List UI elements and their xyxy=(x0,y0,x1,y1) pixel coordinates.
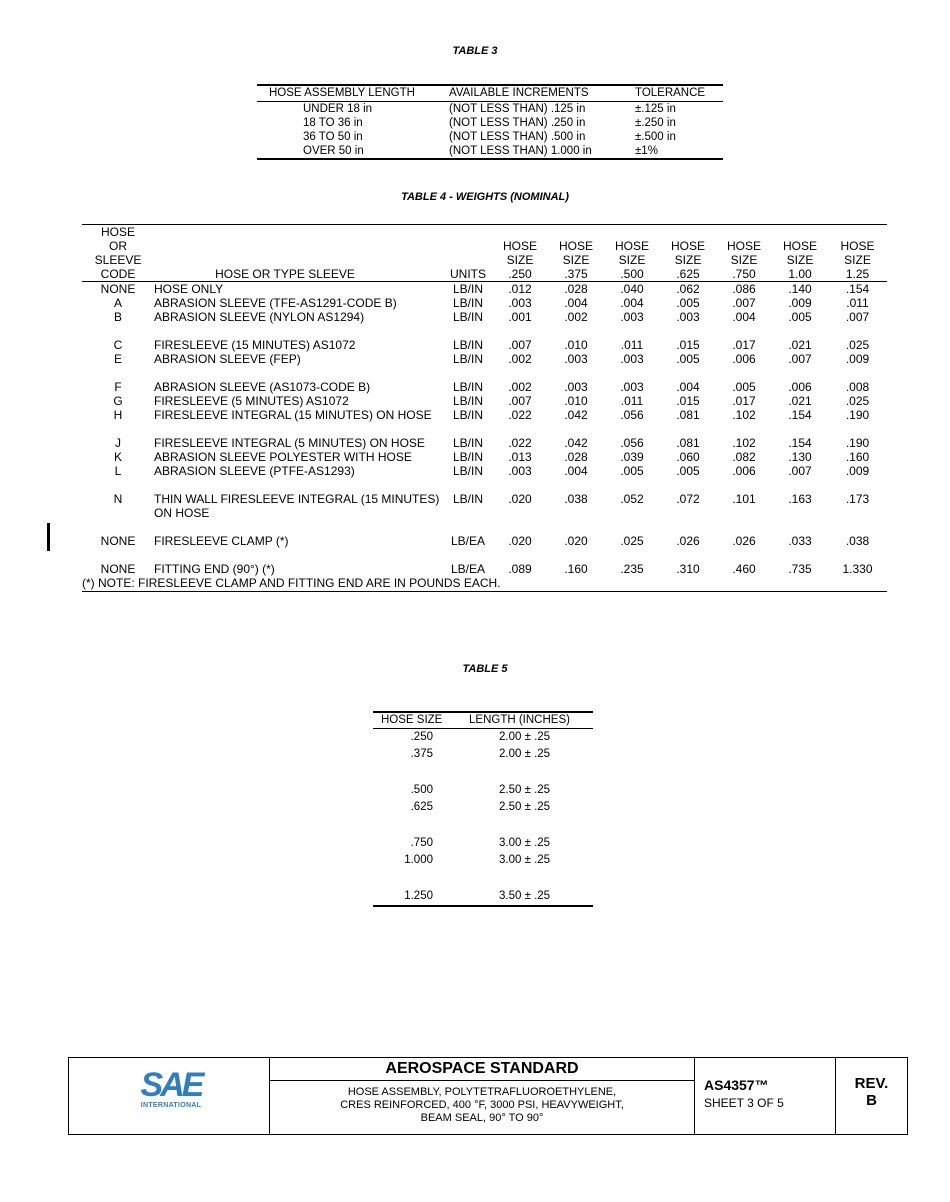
length-cell: 2.50 ± .25 xyxy=(499,784,551,796)
weight-cell: .007 xyxy=(508,338,532,352)
weight-cell: .082 xyxy=(732,450,756,464)
table-row xyxy=(82,450,887,464)
weight-cell: .005 xyxy=(620,464,644,478)
hose-size-cell: .750 xyxy=(410,837,433,849)
revision-cell xyxy=(836,1058,907,1134)
weight-cell: .005 xyxy=(788,310,812,324)
weight-cell: .003 xyxy=(564,352,588,366)
table4 xyxy=(82,224,887,592)
weight-cell: .010 xyxy=(564,338,588,352)
table3-cell: (NOT LESS THAN) .125 in xyxy=(449,103,586,115)
weight-cell: .038 xyxy=(845,534,870,548)
weight-cell: .004 xyxy=(620,296,644,310)
type-cell: FIRESLEEVE CLAMP (*) xyxy=(154,534,289,548)
description-line: CRES REINFORCED, 400 °F, 3000 PSI, HEAVYWEIGHT, xyxy=(340,1099,624,1111)
table-row xyxy=(373,888,593,905)
table-row xyxy=(82,310,887,324)
table-row xyxy=(373,729,593,746)
weight-cell: .310 xyxy=(676,562,700,576)
code-cell: NONE xyxy=(100,282,136,296)
weight-cell: .033 xyxy=(788,534,812,548)
table-row xyxy=(82,464,887,478)
weight-cell: .160 xyxy=(845,450,870,464)
weight-cell: .003 xyxy=(508,464,532,478)
weight-cell: .004 xyxy=(564,464,588,478)
type-cell: FIRESLEEVE (15 MINUTES) AS1072 xyxy=(154,338,356,352)
code-cell: B xyxy=(113,310,122,324)
header-line: HOSE xyxy=(614,239,649,253)
units-cell: LB/IN xyxy=(452,492,483,506)
units-cell: LB/IN xyxy=(452,450,483,464)
weight-cell: .003 xyxy=(564,380,588,394)
weight-cell: .735 xyxy=(788,562,812,576)
length-cell: 2.50 ± .25 xyxy=(499,801,551,813)
code-cell: F xyxy=(114,380,122,394)
weight-cell: .056 xyxy=(620,408,644,422)
weight-cell: .005 xyxy=(676,352,700,366)
weight-cell: .022 xyxy=(508,408,532,422)
weight-cell: .009 xyxy=(845,352,870,366)
table-row xyxy=(82,394,887,408)
weight-cell: .007 xyxy=(845,310,870,324)
table3-cell: (NOT LESS THAN) .250 in xyxy=(449,117,586,129)
weight-cell: .020 xyxy=(564,534,588,548)
table-row xyxy=(373,799,593,816)
weight-cell: .017 xyxy=(732,394,756,408)
weight-cell: .007 xyxy=(508,394,532,408)
table4-header-size xyxy=(828,225,887,282)
code-cell: A xyxy=(113,296,122,310)
table4-title: TABLE 4 - WEIGHTS (NOMINAL) xyxy=(401,191,569,203)
table4-header-size xyxy=(548,225,604,282)
weight-cell: .021 xyxy=(788,394,812,408)
table-row xyxy=(373,835,593,852)
weight-cell: .042 xyxy=(564,436,588,450)
type-cell: FITTING END (90°) (*) xyxy=(154,562,275,576)
weight-cell: .015 xyxy=(676,338,700,352)
header-line: 1.00 xyxy=(788,267,812,281)
type-cell: THIN WALL FIRESLEEVE INTEGRAL (15 MINUTES) ON HOSE xyxy=(154,492,440,520)
table-row xyxy=(82,338,887,352)
type-cell: FIRESLEEVE INTEGRAL (15 MINUTES) ON HOSE xyxy=(154,408,432,422)
table5-body xyxy=(373,729,593,905)
table3-title: TABLE 3 xyxy=(452,45,498,57)
weight-cell: .102 xyxy=(732,408,756,422)
table4-header-type: HOSE OR TYPE SLEEVE xyxy=(215,267,355,281)
table-row xyxy=(257,102,723,116)
weight-cell: .039 xyxy=(620,450,644,464)
header-line: OR xyxy=(109,239,127,253)
sae-logo xyxy=(131,1068,211,1109)
weight-cell: .015 xyxy=(676,394,700,408)
weight-cell: .022 xyxy=(508,436,532,450)
table3-cell: ±.250 in xyxy=(635,117,676,129)
table5-title: TABLE 5 xyxy=(462,663,508,675)
weight-cell: 1.330 xyxy=(842,562,873,576)
code-cell: G xyxy=(113,394,123,408)
weight-cell: .081 xyxy=(676,408,700,422)
header-line: HOSE xyxy=(558,239,593,253)
header-line: SIZE xyxy=(786,253,814,267)
length-cell: 3.00 ± .25 xyxy=(499,854,551,866)
table3-cell: UNDER 18 in xyxy=(303,103,373,115)
table-row xyxy=(82,562,887,576)
weight-cell: .025 xyxy=(845,338,870,352)
doc-number-cell xyxy=(695,1058,836,1134)
weight-cell: .060 xyxy=(676,450,700,464)
description-line: HOSE ASSEMBLY, POLYTETRAFLUOROETHYLENE, xyxy=(347,1086,617,1098)
length-cell: 2.00 ± .25 xyxy=(499,731,551,743)
table-row xyxy=(82,282,887,297)
table3-cell: (NOT LESS THAN) .500 in xyxy=(449,131,586,143)
weight-cell: .081 xyxy=(676,436,700,450)
weight-cell: .038 xyxy=(564,492,588,506)
rev-label: REV. xyxy=(854,1075,889,1092)
weight-cell: .006 xyxy=(788,380,812,394)
weight-cell: .173 xyxy=(845,492,870,506)
sheet-number: SHEET 3 OF 5 xyxy=(704,1096,784,1110)
weight-cell: .025 xyxy=(620,534,644,548)
spacer-row xyxy=(82,324,887,338)
weight-cell: .190 xyxy=(845,408,870,422)
table-row xyxy=(82,492,887,520)
type-cell: FIRESLEEVE (5 MINUTES) AS1072 xyxy=(154,394,349,408)
weight-cell: .003 xyxy=(508,296,532,310)
table3-header-tolerance: TOLERANCE xyxy=(635,87,706,99)
hose-size-cell: .375 xyxy=(410,748,433,760)
header-line: HOSE xyxy=(502,239,537,253)
header-line: .375 xyxy=(564,267,588,281)
table4-header-size xyxy=(772,225,828,282)
weight-cell: .089 xyxy=(508,562,532,576)
table-row xyxy=(257,144,723,158)
spacer-row xyxy=(373,816,593,835)
table3 xyxy=(257,84,723,160)
weight-cell: .026 xyxy=(676,534,700,548)
title-block xyxy=(68,1057,908,1135)
weight-cell: .154 xyxy=(845,282,870,296)
sae-logo-sub: INTERNATIONAL xyxy=(140,1102,202,1109)
weight-cell: .040 xyxy=(620,282,644,296)
header-line: SIZE xyxy=(562,253,590,267)
header-line: HOSE xyxy=(100,225,135,239)
weight-cell: .160 xyxy=(564,562,588,576)
units-cell: LB/IN xyxy=(452,338,483,352)
length-cell: 3.50 ± .25 xyxy=(499,890,551,902)
table-row xyxy=(373,852,593,869)
weight-cell: .020 xyxy=(508,534,532,548)
table5 xyxy=(373,711,593,907)
weight-cell: .460 xyxy=(732,562,756,576)
description-cell xyxy=(270,1058,695,1134)
spacer-row xyxy=(373,869,593,888)
weight-cell: .002 xyxy=(508,352,532,366)
weight-cell: .007 xyxy=(732,296,756,310)
type-cell: ABRASION SLEEVE (NYLON AS1294) xyxy=(154,310,365,324)
document-heading: AEROSPACE STANDARD xyxy=(270,1058,694,1081)
weight-cell: .003 xyxy=(620,352,644,366)
weight-cell: .072 xyxy=(676,492,700,506)
weight-cell: .009 xyxy=(788,296,812,310)
weight-cell: .190 xyxy=(845,436,870,450)
weight-cell: .130 xyxy=(788,450,812,464)
table3-header-increments: AVAILABLE INCREMENTS xyxy=(449,87,589,99)
length-cell: 2.00 ± .25 xyxy=(499,748,551,760)
units-cell: LB/IN xyxy=(452,464,483,478)
weight-cell: .006 xyxy=(732,464,756,478)
code-cell: H xyxy=(113,408,123,422)
units-cell: LB/IN xyxy=(452,408,483,422)
header-line: SIZE xyxy=(674,253,702,267)
table4-header-row xyxy=(82,225,887,282)
header-line: SLEEVE xyxy=(94,253,142,267)
code-cell: L xyxy=(114,464,122,478)
weight-cell: .005 xyxy=(676,464,700,478)
table4-header-size xyxy=(660,225,716,282)
header-line: CODE xyxy=(100,267,136,281)
spacer-row xyxy=(82,422,887,436)
type-cell: ABRASION SLEEVE (TFE-AS1291-CODE B) xyxy=(154,296,397,310)
units-cell: LB/IN xyxy=(452,352,483,366)
weight-cell: .004 xyxy=(564,296,588,310)
weight-cell: .011 xyxy=(620,338,644,352)
table-row xyxy=(373,782,593,799)
units-cell: LB/IN xyxy=(452,282,483,296)
weight-cell: .154 xyxy=(788,408,812,422)
header-line: .500 xyxy=(620,267,644,281)
code-cell: C xyxy=(113,338,123,352)
code-cell: E xyxy=(113,352,122,366)
document-description xyxy=(270,1086,694,1125)
units-cell: LB/EA xyxy=(450,562,486,576)
hose-size-cell: 1.250 xyxy=(404,890,433,902)
table-row xyxy=(82,296,887,310)
header-line: SIZE xyxy=(618,253,646,267)
weight-cell: .007 xyxy=(788,464,812,478)
table5-header-length: LENGTH (INCHES) xyxy=(469,714,570,726)
units-cell: LB/IN xyxy=(452,296,483,310)
units-cell: LB/EA xyxy=(450,534,486,548)
header-line: HOSE xyxy=(782,239,817,253)
weight-cell: .025 xyxy=(845,394,870,408)
type-cell: HOSE ONLY xyxy=(154,282,224,296)
rev-value: B xyxy=(866,1092,877,1109)
table-row xyxy=(82,436,887,450)
weight-cell: .021 xyxy=(788,338,812,352)
weight-cell: .002 xyxy=(564,310,588,324)
spacer-row xyxy=(82,478,887,492)
weight-cell: .001 xyxy=(508,310,532,324)
table-row xyxy=(82,534,887,548)
logo-cell xyxy=(69,1058,270,1134)
table3-cell: OVER 50 in xyxy=(303,145,364,157)
units-cell: LB/IN xyxy=(452,380,483,394)
weight-cell: .004 xyxy=(732,310,756,324)
table4-header-units: UNITS xyxy=(450,267,486,281)
type-cell: FIRESLEEVE INTEGRAL (5 MINUTES) ON HOSE xyxy=(154,436,425,450)
code-cell: NONE xyxy=(100,534,136,548)
table4-body xyxy=(82,282,887,577)
weight-cell: .028 xyxy=(564,282,588,296)
table3-cell: (NOT LESS THAN) 1.000 in xyxy=(449,145,592,157)
description-line: BEAM SEAL, 90° TO 90° xyxy=(420,1112,544,1124)
table5-header xyxy=(373,713,593,729)
weight-cell: .011 xyxy=(620,394,644,408)
type-cell: ABRASION SLEEVE POLYESTER WITH HOSE xyxy=(154,450,412,464)
table-row xyxy=(82,380,887,394)
weight-cell: .008 xyxy=(845,380,870,394)
change-bar xyxy=(47,523,50,551)
table5-header-size: HOSE SIZE xyxy=(381,714,443,726)
header-line: .625 xyxy=(676,267,700,281)
header-line: .750 xyxy=(732,267,756,281)
table-row xyxy=(257,116,723,130)
hose-size-cell: .500 xyxy=(410,784,433,796)
header-line: HOSE xyxy=(670,239,705,253)
weight-cell: .086 xyxy=(732,282,756,296)
weight-cell: .154 xyxy=(788,436,812,450)
hose-size-cell: .625 xyxy=(410,801,433,813)
weight-cell: .002 xyxy=(508,380,532,394)
header-line: .250 xyxy=(508,267,532,281)
type-cell: ABRASION SLEEVE (FEP) xyxy=(154,352,301,366)
weight-cell: .007 xyxy=(788,352,812,366)
weight-cell: .026 xyxy=(732,534,756,548)
doc-number: AS4357™ xyxy=(704,1077,769,1093)
header-line: SIZE xyxy=(844,253,871,267)
weight-cell: .235 xyxy=(620,562,644,576)
table4-note: (*) NOTE: FIRESLEEVE CLAMP AND FITTING END ARE IN POUNDS EACH. xyxy=(82,576,887,592)
table-row xyxy=(82,408,887,422)
weight-cell: .102 xyxy=(732,436,756,450)
header-line: HOSE xyxy=(840,239,875,253)
header-line: SIZE xyxy=(730,253,758,267)
spacer-row xyxy=(82,520,887,534)
weight-cell: .006 xyxy=(732,352,756,366)
table-row xyxy=(82,352,887,366)
weight-cell: .042 xyxy=(564,408,588,422)
table3-header-length: HOSE ASSEMBLY LENGTH xyxy=(269,87,415,99)
hose-size-cell: 1.000 xyxy=(404,854,433,866)
weight-cell: .163 xyxy=(788,492,812,506)
length-cell: 3.00 ± .25 xyxy=(499,837,551,849)
table-row xyxy=(257,130,723,144)
spacer-row xyxy=(82,366,887,380)
table-row xyxy=(373,746,593,763)
weight-cell: .020 xyxy=(508,492,532,506)
units-cell: LB/IN xyxy=(452,310,483,324)
units-cell: LB/IN xyxy=(452,436,483,450)
code-cell: K xyxy=(113,450,122,464)
weight-cell: .101 xyxy=(732,492,756,506)
weight-cell: .003 xyxy=(620,310,644,324)
code-cell: N xyxy=(113,492,123,506)
weight-cell: .013 xyxy=(508,450,532,464)
header-line: HOSE xyxy=(726,239,761,253)
table4-header-code xyxy=(82,225,154,282)
table3-cell: ±1% xyxy=(635,145,658,157)
weight-cell: .052 xyxy=(620,492,644,506)
weight-cell: .056 xyxy=(620,436,644,450)
table4-header-size xyxy=(492,225,548,282)
spacer-row xyxy=(373,763,593,782)
header-line: SIZE xyxy=(506,253,534,267)
code-cell: J xyxy=(115,436,121,450)
type-cell: ABRASION SLEEVE (AS1073-CODE B) xyxy=(154,380,371,394)
units-cell: LB/IN xyxy=(452,394,483,408)
weight-cell: .017 xyxy=(732,338,756,352)
sae-logo-mark: SAE xyxy=(140,1066,202,1104)
table3-cell: 36 TO 50 in xyxy=(303,131,363,143)
weight-cell: .012 xyxy=(508,282,532,296)
table3-cell: ±.500 in xyxy=(635,131,676,143)
table3-cell: 18 TO 36 in xyxy=(303,117,363,129)
spacer-row xyxy=(82,548,887,562)
weight-cell: .011 xyxy=(846,296,869,310)
weight-cell: .062 xyxy=(676,282,700,296)
table4-header-size xyxy=(716,225,772,282)
header-line: 1.25 xyxy=(845,267,870,281)
weight-cell: .005 xyxy=(676,296,700,310)
weight-cell: .140 xyxy=(788,282,812,296)
table3-header xyxy=(257,86,723,102)
weight-cell: .010 xyxy=(564,394,588,408)
weight-cell: .028 xyxy=(564,450,588,464)
weight-cell: .003 xyxy=(620,380,644,394)
hose-size-cell: .250 xyxy=(410,731,433,743)
weight-cell: .005 xyxy=(732,380,756,394)
weight-cell: .003 xyxy=(676,310,700,324)
type-cell: ABRASION SLEEVE (PTFE-AS1293) xyxy=(154,464,355,478)
table4-header-size xyxy=(604,225,660,282)
weight-cell: .009 xyxy=(845,464,870,478)
weight-cell: .004 xyxy=(676,380,700,394)
code-cell: NONE xyxy=(100,562,136,576)
table3-cell: ±.125 in xyxy=(635,103,676,115)
